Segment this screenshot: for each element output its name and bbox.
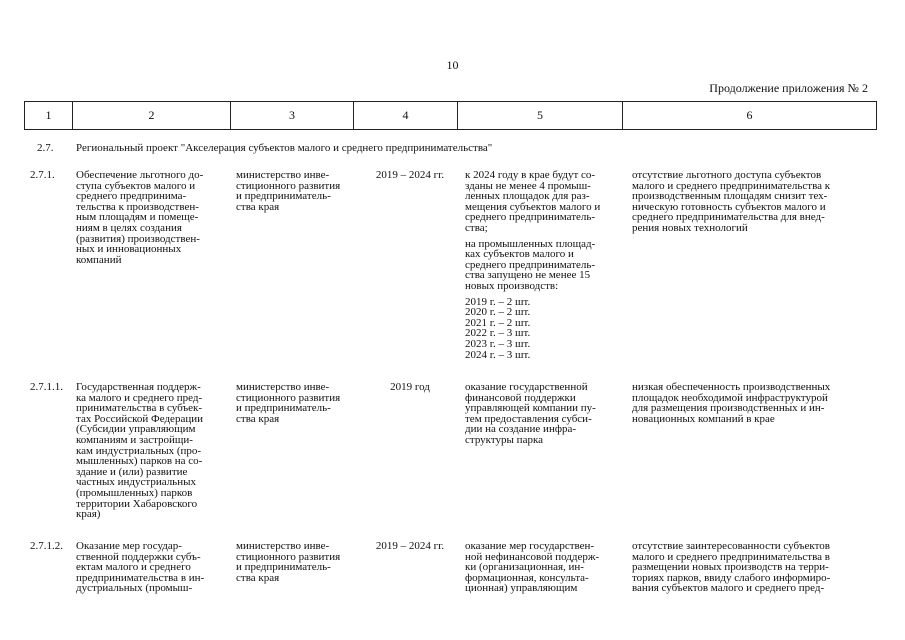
section-title: Региональный проект "Акселерация субъектов малого и среднего предпринимательства" bbox=[76, 142, 493, 154]
result-schedule bbox=[465, 297, 625, 361]
column-header-1: 1 bbox=[25, 102, 73, 130]
text-line: Государственная поддерж- bbox=[76, 381, 201, 393]
text-line: 2022 г. – 3 шт. bbox=[465, 327, 531, 340]
text-line: края) bbox=[76, 508, 101, 521]
result-paragraph bbox=[465, 239, 625, 292]
text-line: предпринимательства в ин- bbox=[76, 571, 205, 584]
text-line: принимательства в субъек- bbox=[76, 402, 203, 415]
text-line: ки (организационная, ин- bbox=[465, 561, 584, 574]
text-line: на промышленных площад- bbox=[465, 237, 596, 250]
row-number: 2.7.1.1. bbox=[30, 381, 63, 393]
text-line: ственной поддержки субъ- bbox=[76, 550, 201, 563]
text-line: частных индустриальных bbox=[76, 476, 196, 489]
section-number: 2.7. bbox=[37, 142, 54, 154]
text-line: зданы не менее 4 промыш- bbox=[465, 179, 591, 192]
text-line: Оказание мер государ- bbox=[76, 540, 182, 552]
text-line: компаниям и застройщи- bbox=[76, 433, 193, 446]
column-header-5: 5 bbox=[458, 102, 623, 130]
measure-name bbox=[76, 382, 231, 520]
column-header-6: 6 bbox=[623, 102, 877, 130]
text-line: дустриальных (промыш- bbox=[76, 582, 193, 595]
text-line: 2019 г. – 2 шт. bbox=[465, 295, 531, 308]
non-implementation-consequences bbox=[632, 170, 872, 234]
text-line: новационных компаний в крае bbox=[632, 412, 775, 425]
text-line: 2020 г. – 2 шт. bbox=[465, 306, 531, 319]
non-implementation-consequences bbox=[632, 541, 872, 594]
text-line: для размещения производственных и ин- bbox=[632, 402, 825, 415]
text-line: площадок необходимой инфраструктурой bbox=[632, 391, 828, 404]
text-line: вания субъектов малого и среднего пред- bbox=[632, 582, 825, 595]
text-line: среднего предпринимательства для внед- bbox=[632, 211, 825, 224]
measure-name bbox=[76, 170, 231, 265]
text-line: министерство инве- bbox=[236, 381, 330, 393]
text-line: ционная) управляющим bbox=[465, 582, 578, 595]
text-line: и предприниматель- bbox=[236, 190, 331, 203]
text-line: ектам малого и среднего bbox=[76, 561, 191, 574]
text-line: здание и (или) развитие bbox=[76, 465, 188, 478]
column-header-2: 2 bbox=[73, 102, 231, 130]
text-line: ториях парков, ввиду слабого информиро- bbox=[632, 571, 831, 584]
row-number: 2.7.1. bbox=[30, 169, 55, 181]
text-line: тах Российской Федерации bbox=[76, 412, 203, 425]
text-line: стиционного развития bbox=[236, 179, 341, 192]
responsible-executor bbox=[236, 382, 356, 424]
expected-result bbox=[465, 170, 625, 360]
text-line: ка малого и среднего пред- bbox=[76, 391, 203, 404]
text-line: ных и инновационных bbox=[76, 243, 182, 256]
column-header-4: 4 bbox=[354, 102, 458, 130]
implementation-term: 2019 – 2024 гг. bbox=[375, 169, 445, 181]
text-line: управляющей компании пу- bbox=[465, 402, 596, 415]
text-line: низкая обеспеченность производственных bbox=[632, 381, 831, 393]
text-line: стиционного развития bbox=[236, 550, 341, 563]
text-line: кам индустриальных (про- bbox=[76, 444, 202, 457]
text-line: (развития) производствен- bbox=[76, 232, 200, 245]
text-line: малого и среднего предпринимательства в bbox=[632, 550, 830, 563]
text-line: 2023 г. – 3 шт. bbox=[465, 337, 531, 350]
text-line: оказание государственной bbox=[465, 381, 588, 393]
page-number: 10 bbox=[446, 58, 459, 72]
text-line: территории Хабаровского bbox=[76, 497, 198, 510]
text-line: ным площадям и помеще- bbox=[76, 211, 199, 224]
text-line: компаний bbox=[76, 253, 122, 266]
measure-name bbox=[76, 541, 231, 594]
text-line: тем предоставления субси- bbox=[465, 412, 592, 425]
text-line: отсутствие льготного доступа субъектов bbox=[632, 169, 822, 181]
column-number-header bbox=[24, 101, 877, 130]
text-line: тельства к производствен- bbox=[76, 200, 199, 213]
text-line: стиционного развития bbox=[236, 391, 341, 404]
text-line: (Субсидии управляющим bbox=[76, 423, 196, 436]
text-line: дии на создание инфра- bbox=[465, 423, 576, 436]
expected-result bbox=[465, 541, 625, 594]
text-line: ства запущено не менее 15 bbox=[465, 269, 591, 282]
text-line: к 2024 году в крае будут со- bbox=[465, 169, 596, 181]
column-header-3: 3 bbox=[231, 102, 354, 130]
responsible-executor bbox=[236, 170, 356, 212]
text-line: ступа субъектов малого и bbox=[76, 179, 196, 192]
text-line: министерство инве- bbox=[236, 540, 330, 552]
text-line: мышленных) парков на со- bbox=[76, 455, 203, 468]
text-line: формационная, консульта- bbox=[465, 571, 589, 584]
appendix-continuation-label: Продолжение приложения № 2 bbox=[709, 81, 868, 95]
text-line: 2024 г. – 3 шт. bbox=[465, 348, 531, 361]
text-line: среднего предпринима- bbox=[76, 190, 187, 203]
text-line: финансовой поддержки bbox=[465, 391, 576, 404]
text-line: производственным площадям снизит тех- bbox=[632, 190, 828, 203]
result-paragraph bbox=[465, 170, 625, 234]
text-line: структуры парка bbox=[465, 433, 544, 446]
text-line: и предприниматель- bbox=[236, 561, 331, 574]
non-implementation-consequences bbox=[632, 382, 872, 424]
expected-result bbox=[465, 382, 625, 446]
text-line: министерство инве- bbox=[236, 169, 330, 181]
text-line: ства края bbox=[236, 412, 280, 425]
implementation-term: 2019 – 2024 гг. bbox=[375, 540, 445, 552]
text-line: размещении новых производств на терри- bbox=[632, 561, 829, 574]
text-line: мещения субъектов малого и bbox=[465, 200, 601, 213]
text-line: ства края bbox=[236, 571, 280, 584]
implementation-term: 2019 год bbox=[390, 381, 430, 393]
text-line: ства; bbox=[465, 221, 488, 234]
text-line: и предприниматель- bbox=[236, 402, 331, 415]
text-line: ной нефинансовой поддерж- bbox=[465, 550, 600, 563]
text-line: среднего предприниматель- bbox=[465, 211, 596, 224]
responsible-executor bbox=[236, 541, 356, 583]
text-line: ках субъектов малого и bbox=[465, 248, 574, 261]
text-line: Обеспечение льготного до- bbox=[76, 169, 204, 181]
text-line: ническую готовность субъектов малого и bbox=[632, 200, 826, 213]
text-line: среднего предприниматель- bbox=[465, 258, 596, 271]
text-line: отсутствие заинтересованности субъектов bbox=[632, 540, 830, 552]
text-line: ства края bbox=[236, 200, 280, 213]
row-number: 2.7.1.2. bbox=[30, 540, 63, 552]
text-line: ниям в целях создания bbox=[76, 221, 182, 234]
text-line: ленных площадок для раз- bbox=[465, 190, 590, 203]
text-line: новых производств: bbox=[465, 279, 559, 292]
text-line: 2021 г. – 2 шт. bbox=[465, 316, 531, 329]
text-line: малого и среднего предпринимательства к bbox=[632, 179, 831, 192]
text-line: (промышленных) парков bbox=[76, 486, 193, 499]
text-line: рения новых технологий bbox=[632, 221, 748, 234]
text-line: оказание мер государствен- bbox=[465, 540, 595, 552]
